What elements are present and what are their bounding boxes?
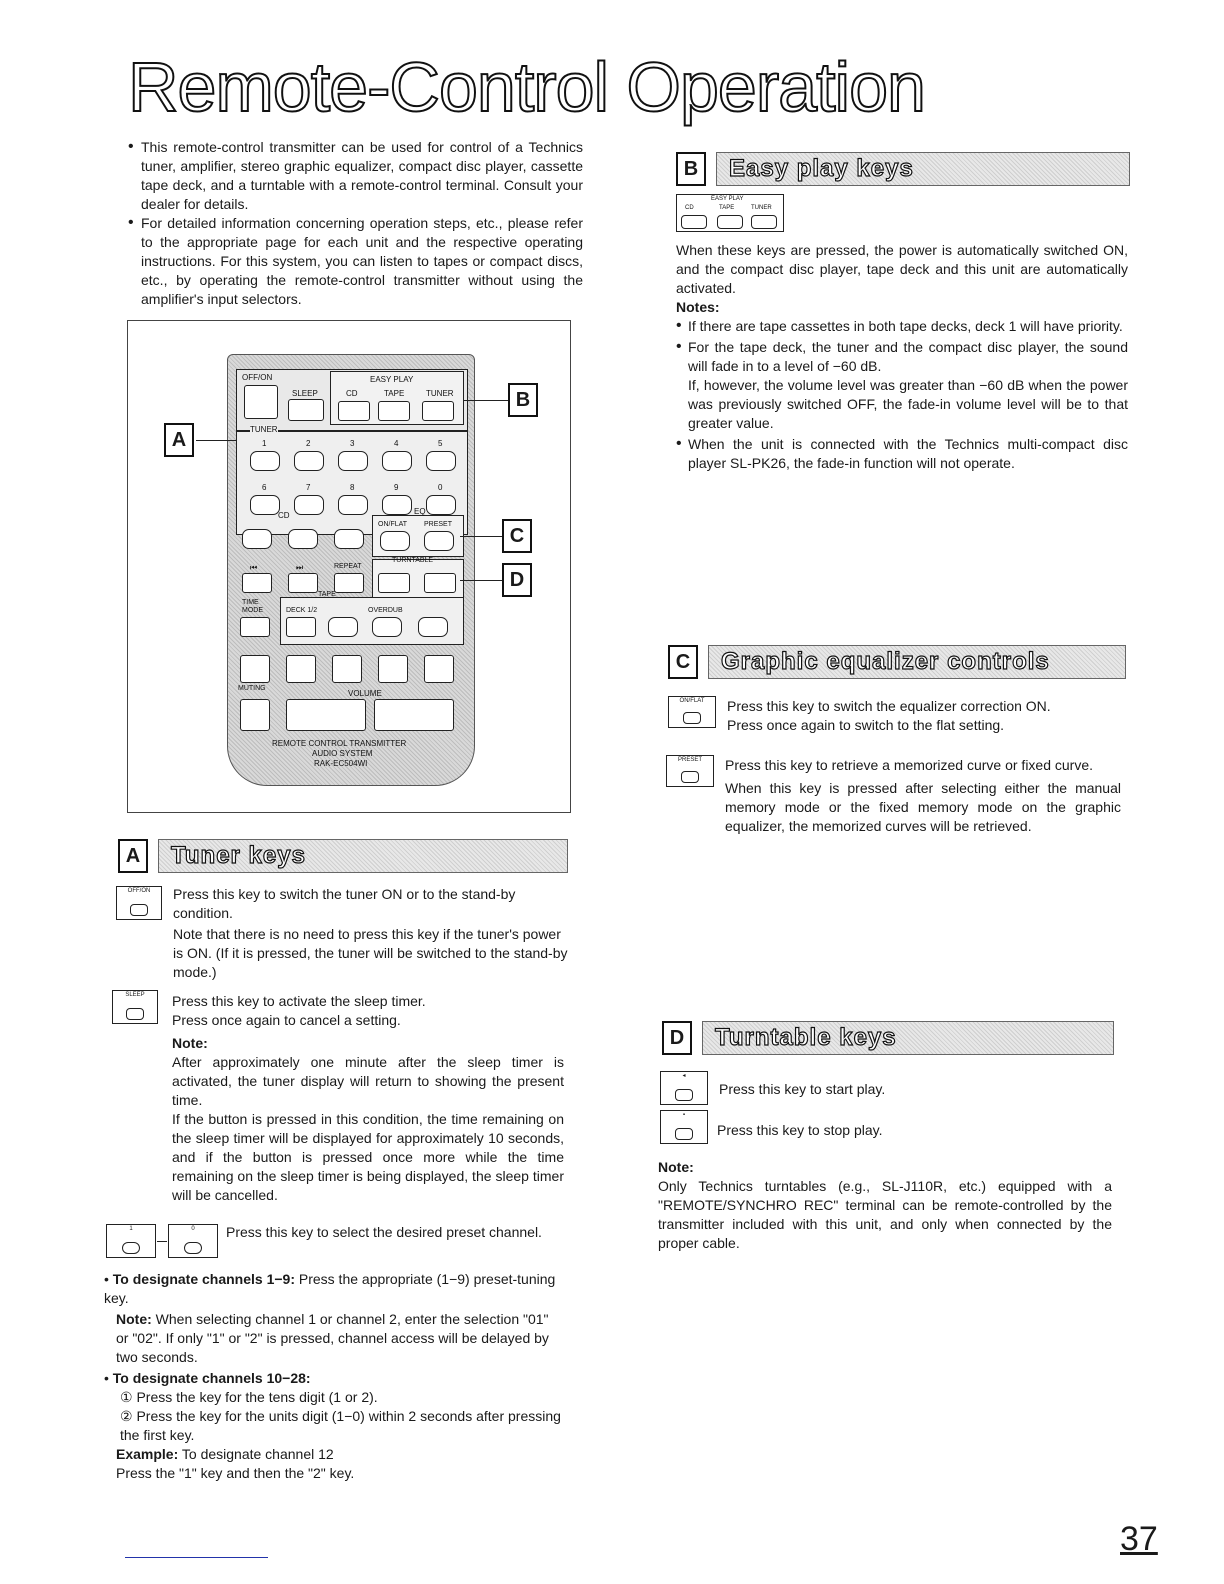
step-1: ① Press the key for the tens digit (1 or 2). — [120, 1389, 378, 1405]
onflat-label: ON/FLAT — [378, 521, 408, 528]
section-b-text — [676, 241, 1128, 473]
section-b-header — [676, 152, 1130, 186]
callout-b-line — [464, 400, 508, 401]
example-text: To designate channel 12 — [181, 1446, 334, 1462]
intro-bullet-2 — [128, 214, 583, 309]
digit-label-9: 9 — [394, 483, 399, 492]
preset-key-icon: PRESET — [666, 755, 714, 787]
section-a-letter: A — [118, 839, 148, 873]
remote-digit-9-button[interactable] — [382, 495, 412, 515]
section-d-heading: Turntable keys — [715, 1024, 897, 1051]
remote-offon-button[interactable] — [244, 385, 278, 419]
remote-turntable-play-button[interactable] — [378, 573, 410, 593]
section-c-letter: C — [668, 645, 698, 679]
ch1028-line: • To designate channels 10−28: — [104, 1370, 311, 1386]
page-title: Remote-Control Operation — [128, 48, 925, 126]
ch1028-label: To designate channels 10−28: — [112, 1370, 311, 1386]
example-line — [104, 1445, 564, 1464]
preset-label: PRESET — [424, 521, 453, 528]
remote-cd-play-button[interactable] — [242, 529, 272, 549]
skip-fwd-label: ⏭ — [296, 563, 304, 572]
easy-note-2b-text: If, however, the volume level was greater than −60 dB when the power was previously switched OFF, the fade-in volume level will be to that greater value. — [688, 377, 1128, 431]
remote-deck-button[interactable] — [286, 617, 316, 637]
remote-digit-4-button[interactable] — [382, 451, 412, 471]
offon-note: Note that there is no need to press this key if the tuner's power is ON. (If it is pressed, the tuner will be switched to the stand-by mode.) — [173, 926, 568, 980]
skip-back-label: ⏮ — [250, 563, 258, 572]
ch19-text: Press the appropriate (1−9) preset-tuning key. — [104, 1271, 556, 1306]
section-d-letter: D — [662, 1021, 692, 1055]
easy-play-key-icon — [676, 194, 784, 232]
remote-digit-7-button[interactable] — [294, 495, 324, 515]
easy-note-2: • For the tape deck, the tuner and the compact disc player, the sound will fade in to a level of −60 dB. If, however, the volume level was greater than −60 dB when the power was previously switched OFF, the fade-in volume level will be to that greater value. — [676, 338, 1128, 431]
ep-tuner-label: TUNER — [751, 205, 772, 211]
remote-cd-stop-button[interactable] — [334, 529, 364, 549]
remote-digit-6-button[interactable] — [250, 495, 280, 515]
sleep-cancel: Press once again to cancel a setting. — [172, 1012, 401, 1028]
section-d-band — [702, 1021, 1114, 1055]
example-label: Example: — [116, 1446, 179, 1462]
bullet-icon: • — [128, 214, 134, 231]
digit-label-7: 7 — [306, 483, 311, 492]
callout-b: B — [508, 383, 538, 417]
ch-note-text: When selecting channel 1 or channel 2, enter the selection "01" or "02". If only "1" or "2" is pressed, channel access will be delayed by two seconds. — [116, 1311, 549, 1365]
digit-label-5: 5 — [438, 439, 443, 448]
sleep-desc: Press this key to activate the sleep timer. — [172, 993, 426, 1009]
remote-next-button[interactable] — [424, 655, 454, 683]
step-2: ② Press the key for the units digit (1−0) within 2 seconds after pressing the first key. — [120, 1408, 561, 1443]
section-a-sleep-text — [172, 992, 564, 1205]
remote-sleep-button[interactable] — [288, 399, 324, 421]
remote-cd-pause-button[interactable] — [288, 529, 318, 549]
preset-desc: Press this key to select the desired preset channel. — [226, 1224, 542, 1240]
turntable-play-key-icon: ◂ — [660, 1071, 708, 1105]
callout-a: A — [164, 423, 194, 457]
tape-label: TAPE — [384, 389, 405, 398]
offon-label: OFF/ON — [242, 373, 273, 382]
remote-ff-button[interactable] — [378, 655, 408, 683]
overdub-label: OVERDUB — [368, 607, 403, 614]
remote-volume-up-button[interactable] — [374, 699, 454, 731]
easy-notes-label: Notes: — [676, 299, 720, 315]
sleep-note-2: If the button is pressed in this condition, the time remaining on the sleep timer will be displayed for approximately 10 seconds, and if the button is pressed once more while the time remaining on the sleep timer is being displayed, the sleep timer will be cancelled. — [172, 1111, 564, 1203]
sleep-note-1: After approximately one minute after the sleep timer is activated, the tuner display will return to showing the present time. — [172, 1054, 564, 1108]
remote-skip-fwd-button[interactable] — [288, 573, 318, 593]
section-c-heading: Graphic equalizer controls — [721, 648, 1050, 675]
easy-note-1-text: If there are tape cassettes in both tape decks, deck 1 will have priority. — [688, 318, 1123, 334]
cd-section-label: CD — [278, 511, 290, 520]
ep-label: EASY PLAY — [711, 196, 744, 202]
offon-key-icon: OFF/ON — [116, 886, 162, 920]
section-c-header — [668, 645, 1126, 679]
digit-label-1: 1 — [262, 439, 267, 448]
remote-tape-stop-button[interactable] — [418, 617, 448, 637]
easy-note-1: • If there are tape cassettes in both tape decks, deck 1 will have priority. — [676, 317, 1128, 336]
section-b-band — [716, 152, 1130, 186]
ch-note-line — [104, 1310, 564, 1367]
ch19-label: To designate channels 1−9: — [112, 1271, 295, 1287]
remote-digit-8-button[interactable] — [338, 495, 368, 515]
cd-label: CD — [346, 389, 358, 398]
remote-turntable-stop-button[interactable] — [424, 573, 456, 593]
repeat-label: REPEAT — [334, 563, 362, 570]
digit-label-4: 4 — [394, 439, 399, 448]
digit-label-0: 0 — [438, 483, 443, 492]
preset-eq-desc: Press this key to retrieve a memorized curve or fixed curve. — [725, 757, 1094, 773]
remote-digit-3-button[interactable] — [338, 451, 368, 471]
remote-tape-pause-button[interactable] — [328, 617, 358, 637]
tape-section-label: TAPE — [318, 591, 336, 598]
page-number: 37 — [1120, 1520, 1158, 1558]
intro-text-2: For detailed information concerning operation steps, etc., please refer to the appropriate page for each unit and the respective operating instructions. For this system, you can listen to tapes or compact discs, etc., by operating the remote-control transmitter without using the amplifier's input selectors. — [141, 215, 583, 307]
digit-label-2: 2 — [306, 439, 311, 448]
preset-desc-wrap — [226, 1223, 562, 1242]
remote-time-mode-button[interactable] — [240, 617, 270, 637]
digit-label-6: 6 — [262, 483, 267, 492]
ep-cd-label: CD — [685, 205, 694, 211]
model-label: RAK-EC504WI — [314, 759, 368, 768]
remote-stop-button[interactable] — [286, 655, 316, 683]
intro — [128, 138, 583, 309]
section-c-preset-text — [725, 756, 1121, 836]
turntable-stop-key-icon: ▪ — [660, 1110, 708, 1144]
ch-note-label: Note: — [116, 1311, 152, 1327]
remote-onflat-button[interactable] — [380, 531, 410, 551]
sleep-key-icon: SLEEP — [112, 990, 158, 1024]
volume-label: VOLUME — [348, 689, 382, 698]
ch19-line: • To designate channels 1−9: Press the appropriate (1−9) preset-tuning key. — [104, 1271, 556, 1306]
turntable-stop-desc: Press this key to stop play. — [717, 1122, 883, 1138]
section-d-header — [662, 1021, 1114, 1055]
onflat-desc: Press this key to switch the equalizer correction ON. — [727, 698, 1051, 714]
section-a-channels — [104, 1270, 564, 1483]
remote-skip-back-button[interactable] — [242, 573, 272, 593]
remote-preset-button[interactable] — [424, 531, 454, 551]
turntable-label: TURNTABLE — [392, 557, 434, 564]
eq-section-label: EQ — [414, 507, 426, 516]
intro-bullet-1 — [128, 138, 583, 214]
tuner-section-label: TUNER — [250, 425, 278, 434]
ep-tape-label: TAPE — [719, 205, 735, 211]
easy-play-desc: When these keys are pressed, the power is automatically switched ON, and the compact disc player, tape deck and this unit are automatically activated. — [676, 242, 1128, 296]
remote-tuner-button[interactable] — [422, 401, 454, 421]
remote-tape-button[interactable] — [378, 401, 410, 421]
time-mode-label: TIME MODE — [242, 599, 263, 614]
turntable-note: Only Technics turntables (e.g., SL-J110R, etc.) equipped with a "REMOTE/SYNCHRO REC" terminal can be remote-controlled by the transmitter included with this unit, and only when connected by the proper cable. — [658, 1178, 1112, 1251]
callout-d-line — [460, 580, 502, 581]
sleep-note-label: Note: — [172, 1035, 208, 1051]
remote-digit-5-button[interactable] — [426, 451, 456, 471]
sleep-label: SLEEP — [292, 389, 318, 398]
example-line-2: Press the "1" key and then the "2" key. — [116, 1465, 355, 1481]
preset-0-key-icon: 0 — [168, 1224, 218, 1258]
onflat-desc-2: Press once again to switch to the flat setting. — [727, 717, 1005, 733]
footer-line — [125, 1557, 268, 1558]
muting-label: MUTING — [238, 685, 266, 692]
turntable-play-desc: Press this key to start play. — [719, 1081, 886, 1097]
callout-a-line — [196, 440, 236, 441]
easy-note-2-text: For the tape deck, the tuner and the compact disc player, the sound will fade in to a level of −60 dB. — [688, 339, 1128, 374]
preset-eq-desc-2: When this key is pressed after selecting either the manual memory mode or the fixed memory mode on the graphic equalizer, the memorized curves will be retrieved. — [725, 780, 1121, 834]
section-a-heading: Tuner keys — [171, 842, 306, 869]
brand-label-1: REMOTE CONTROL TRANSMITTER — [272, 739, 407, 748]
section-c-onflat-text — [727, 697, 1123, 735]
section-d-note — [658, 1158, 1112, 1253]
remote-play-button[interactable] — [332, 655, 362, 683]
digit-label-3: 3 — [350, 439, 355, 448]
ep-cd-icon — [681, 215, 707, 229]
remote-volume-down-button[interactable] — [286, 699, 366, 731]
section-c-band — [708, 645, 1126, 679]
section-a-band — [158, 839, 568, 873]
ep-tuner-icon — [751, 215, 777, 229]
remote-digit-1-button[interactable] — [250, 451, 280, 471]
deck-label: DECK 1/2 — [286, 607, 318, 614]
bullet-icon: • — [128, 138, 134, 155]
onflat-key-icon: ON/FLAT — [668, 696, 716, 728]
remote-digit-0-button[interactable] — [426, 495, 456, 515]
turntable-note-label: Note: — [658, 1159, 694, 1175]
remote-repeat-button[interactable] — [334, 573, 364, 593]
remote-digit-2-button[interactable] — [294, 451, 324, 471]
remote-overdub-button[interactable] — [372, 617, 402, 637]
remote-rewind-button[interactable] — [240, 655, 270, 683]
easy-note-3: • When the unit is connected with the Technics multi-compact disc player SL-PK26, the fade-in function will not operate. — [676, 435, 1128, 471]
remote-cd-button[interactable] — [338, 401, 370, 421]
easyplay-label: EASY PLAY — [370, 375, 414, 384]
brand-label-2: AUDIO SYSTEM — [312, 749, 373, 758]
section-b-heading: Easy play keys — [729, 155, 914, 182]
intro-text-1: This remote-control transmitter can be used for control of a Technics tuner, amplifier, stereo graphic equalizer, compact disc player, cassette tape deck, and a turntable with a remote-control terminal. Consult your dealer for details. — [141, 139, 583, 212]
preset-1-key-icon: 1 — [106, 1224, 156, 1258]
remote-muting-button[interactable] — [240, 699, 270, 731]
easy-note-3-text: When the unit is connected with the Technics multi-compact disc player SL-PK26, the fade-in function will not operate. — [688, 436, 1128, 471]
key-dash — [157, 1241, 167, 1242]
digit-label-8: 8 — [350, 483, 355, 492]
section-a-offon-text — [173, 885, 569, 982]
remote-body — [227, 354, 475, 786]
offon-desc: Press this key to switch the tuner ON or to the stand-by condition. — [173, 886, 516, 921]
tuner-label: TUNER — [426, 389, 454, 398]
callout-d: D — [502, 563, 532, 597]
ep-tape-icon — [717, 215, 743, 229]
callout-c-line — [460, 536, 502, 537]
section-b-letter: B — [676, 152, 706, 186]
callout-c: C — [502, 519, 532, 553]
section-a-header — [118, 839, 568, 873]
